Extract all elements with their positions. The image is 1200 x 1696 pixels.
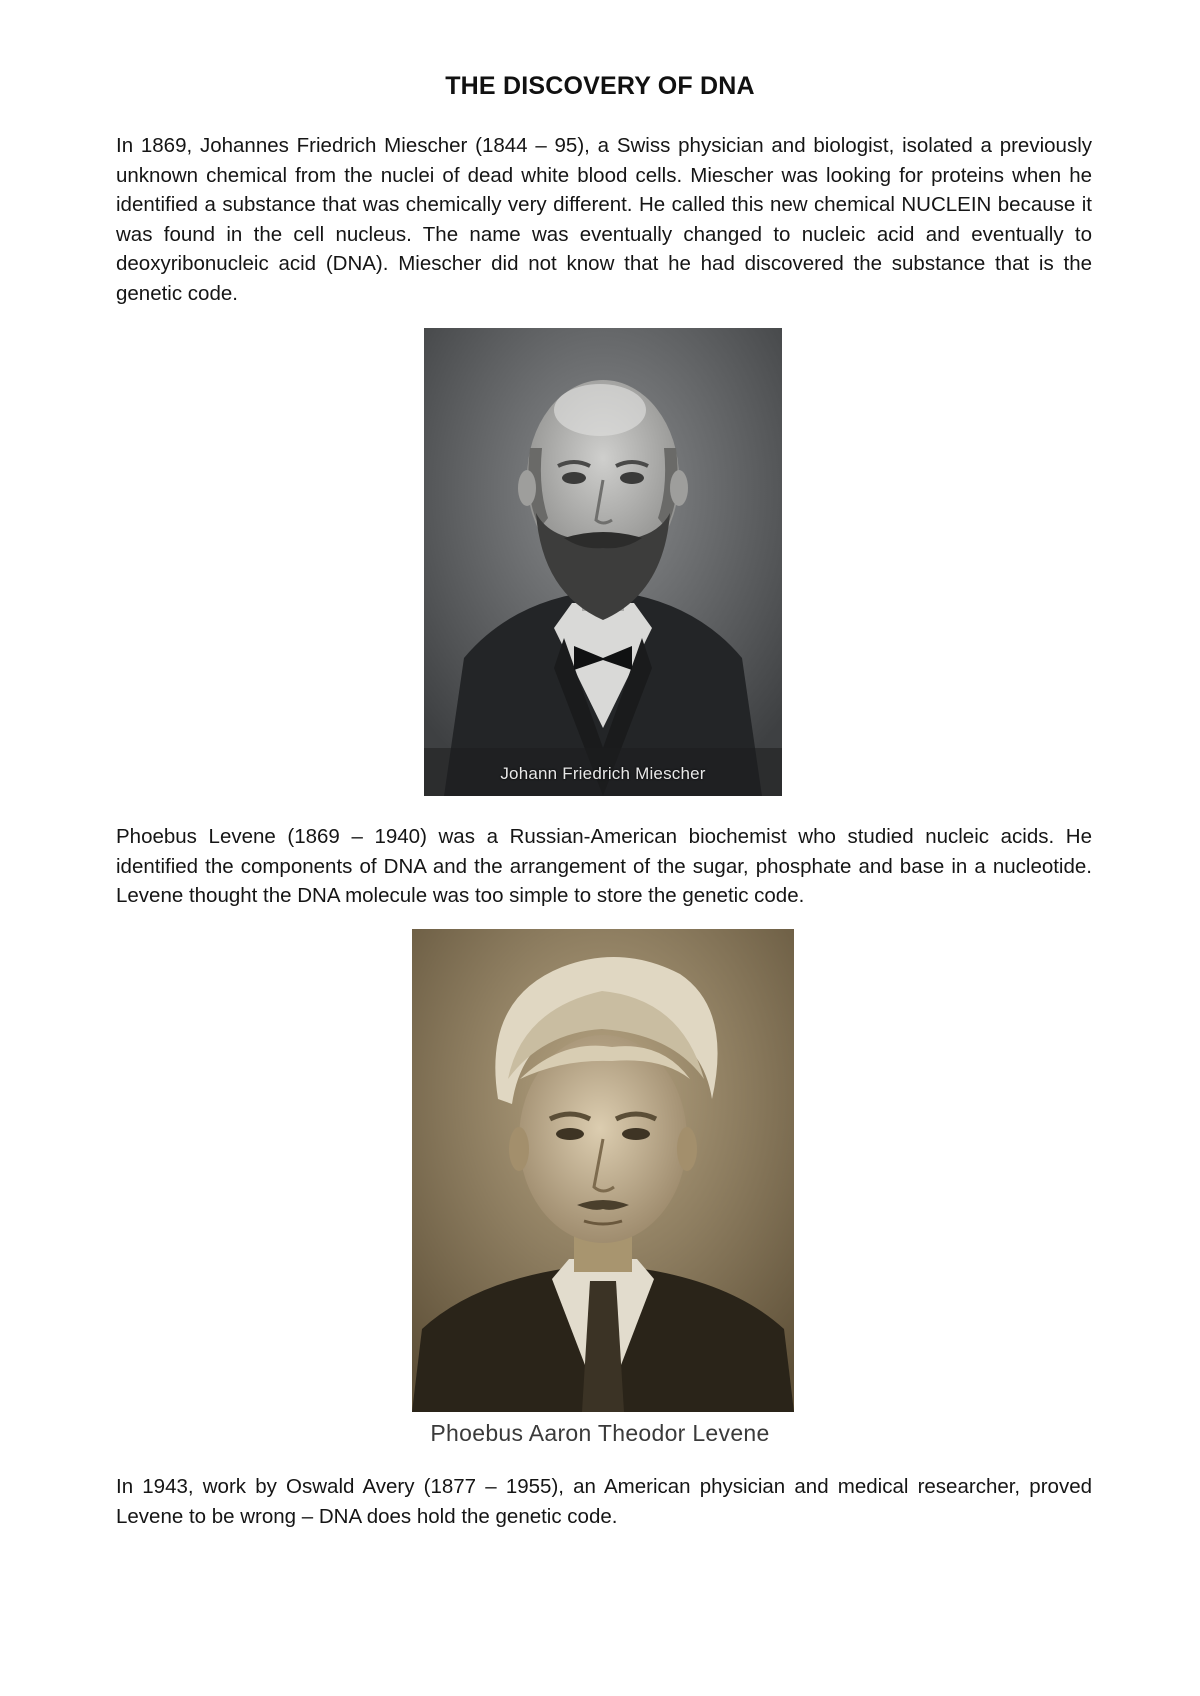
miescher-caption: Johann Friedrich Miescher [500, 764, 706, 783]
paragraph-avery: In 1943, work by Oswald Avery (1877 – 1955), an American physician and medical researcher, proved Levene to be wrong – DNA does hold the genetic code. [116, 1475, 1092, 1528]
miescher-portrait-drawing [424, 328, 782, 796]
levene-portrait-drawing [412, 929, 794, 1412]
document-title: THE DISCOVERY OF DNA [445, 72, 755, 100]
levene-caption: Phoebus Aaron Theodor Levene [430, 1420, 770, 1446]
miescher-portrait [424, 328, 782, 796]
paragraph-levene: Phoebus Levene (1869 – 1940) was a Russian-American biochemist who studied nucleic acids. He identified the components of DNA and the arrangement of the sugar, phosphate and base in a nucleotide. Levene thought the DNA molecule was too simple to store the genetic code. [116, 825, 1092, 907]
paragraph-miescher: In 1869, Johannes Friedrich Miescher (1844 – 95), a Swiss physician and biologist, isolated a previously unknown chemical from the nuclei of dead white blood cells. Miescher was looking for proteins when he identified a substance that was chemically very different. He called this new chemical NUCLEIN because it was found in the cell nucleus. The name was eventually changed to nucleic acid and eventually to deoxyribonucleic acid (DNA). Miescher did not know that he had discovered the substance that is the genetic code. [116, 134, 1092, 305]
levene-portrait [412, 929, 794, 1412]
